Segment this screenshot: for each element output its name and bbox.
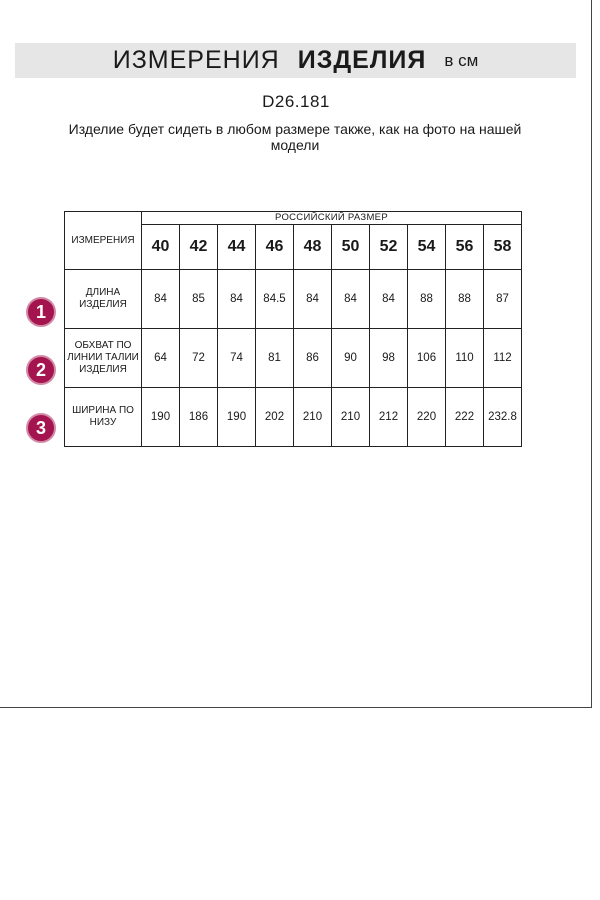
- title-bar: [15, 43, 576, 78]
- size-header-row: [65, 212, 522, 225]
- measurement-value: 186: [180, 388, 218, 447]
- row-number-badge: [26, 355, 56, 385]
- size-header-cell: 54: [408, 225, 446, 270]
- measurement-value: 222: [446, 388, 484, 447]
- measurement-value: 86: [294, 329, 332, 388]
- measurement-value: 210: [294, 388, 332, 447]
- measurement-label: ДЛИНА ИЗДЕЛИЯ: [65, 270, 142, 329]
- measurement-value: 87: [484, 270, 522, 329]
- measurement-value: 212: [370, 388, 408, 447]
- measure-header: ИЗМЕРЕНИЯ: [65, 212, 142, 270]
- measurement-row: [65, 388, 522, 447]
- measurement-value: 90: [332, 329, 370, 388]
- measurement-label: ШИРИНА ПО НИЗУ: [65, 388, 142, 447]
- size-header-cell: 48: [294, 225, 332, 270]
- measurement-value: 110: [446, 329, 484, 388]
- measurement-value: 112: [484, 329, 522, 388]
- row-number: 2: [35, 359, 46, 380]
- row-number: 1: [35, 301, 46, 322]
- measurement-value: 88: [408, 270, 446, 329]
- size-header-cell: 44: [218, 225, 256, 270]
- size-header-cell: 40: [142, 225, 180, 270]
- measurement-value: 202: [256, 388, 294, 447]
- measurement-value: 88: [446, 270, 484, 329]
- measurement-value: 81: [256, 329, 294, 388]
- size-header-cell: 50: [332, 225, 370, 270]
- measurement-value: 106: [408, 329, 446, 388]
- measurement-value: 220: [408, 388, 446, 447]
- title-unit: в см: [444, 50, 479, 70]
- size-table: [64, 211, 522, 447]
- measurement-value: 84: [332, 270, 370, 329]
- measurement-value: 74: [218, 329, 256, 388]
- size-header-cell: 58: [484, 225, 522, 270]
- size-header-cell: 42: [180, 225, 218, 270]
- measurement-value: 84: [294, 270, 332, 329]
- measurement-value: 64: [142, 329, 180, 388]
- measurement-value: 72: [180, 329, 218, 388]
- measurement-value: 84.5: [256, 270, 294, 329]
- measurement-row: [65, 329, 522, 388]
- size-header-cell: 56: [446, 225, 484, 270]
- measurement-value: 190: [142, 388, 180, 447]
- row-number-badge: [26, 297, 56, 327]
- measurement-value: 84: [142, 270, 180, 329]
- title-product: ИЗДЕЛИЯ: [297, 46, 427, 74]
- measurement-value: 190: [218, 388, 256, 447]
- model-code: D26.181: [262, 92, 330, 111]
- measurement-value: 210: [332, 388, 370, 447]
- size-system-header: РОССИЙСКИЙ РАЗМЕР: [142, 212, 522, 225]
- measurement-value: 85: [180, 270, 218, 329]
- row-number-badge: [26, 413, 56, 443]
- measurement-value: 98: [370, 329, 408, 388]
- measurement-value: 84: [218, 270, 256, 329]
- measurement-value: 232.8: [484, 388, 522, 447]
- row-number: 3: [35, 417, 46, 438]
- size-header-cell: 46: [256, 225, 294, 270]
- title-measurements: ИЗМЕРЕНИЯ: [112, 46, 280, 74]
- measurement-value: 84: [370, 270, 408, 329]
- measurement-label: ОБХВАТ ПО ЛИНИИ ТАЛИИ ИЗДЕЛИЯ: [65, 329, 142, 388]
- size-header-cell: 52: [370, 225, 408, 270]
- fit-note: Изделие будет сидеть в любом размере также, как на фото на нашей модели: [68, 121, 522, 153]
- measurement-row: [65, 270, 522, 329]
